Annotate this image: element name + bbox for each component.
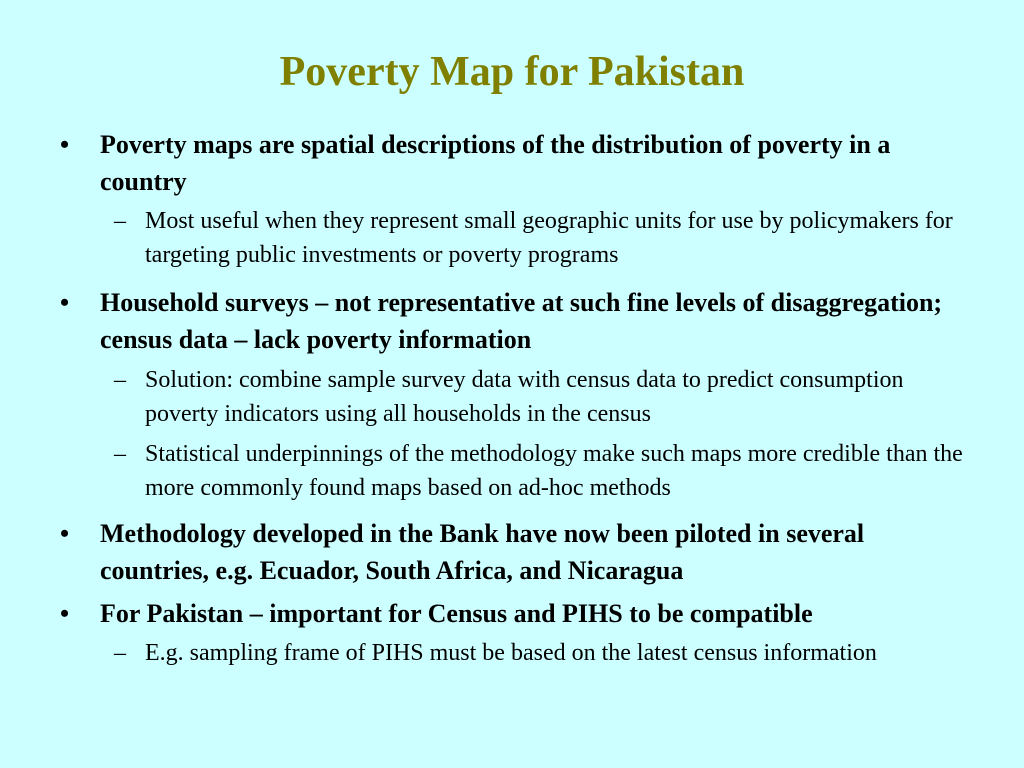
sub-bullet-text: E.g. sampling frame of PIHS must be based on the latest census information [145,640,877,666]
bullet-text: Poverty maps are spatial descriptions of the distribution of poverty in a country [100,130,891,196]
dash-icon: – [114,208,126,234]
bullet-item [58,126,978,200]
bullet-text: For Pakistan – important for Census and PIHS to be compatible [100,599,813,628]
sub-bullet-item [58,204,978,272]
dash-icon: – [114,640,126,666]
sub-bullet-item [58,636,978,670]
bullet-text: Methodology developed in the Bank have now been piloted in several countries, e.g. Ecuador, South Africa, and Nicaragua [100,519,865,585]
sub-bullet-item [58,363,978,431]
bullet-icon: • [60,519,70,548]
bullet-item [58,284,978,358]
sub-bullet-text: Solution: combine sample survey data with census data to predict consumption poverty indicators using all households in the census [145,367,904,427]
sub-bullet-text: Statistical underpinnings of the methodology make such maps more credible than the more commonly found maps based on ad-hoc methods [145,441,963,501]
slide-content [58,126,978,670]
bullet-text: Household surveys – not representative at such fine levels of disaggregation; census data – lack poverty information [100,288,943,354]
slide-title: Poverty Map for Pakistan [279,49,745,95]
bullet-icon: • [60,130,70,159]
bullet-icon: • [60,599,70,628]
sub-bullet-text: Most useful when they represent small geographic units for use by policymakers for targeting public investments or poverty programs [145,208,953,268]
dash-icon: – [114,441,126,467]
bullet-icon: • [60,288,70,317]
sub-bullet-item [58,437,978,505]
dash-icon: – [114,367,126,393]
bullet-item [58,595,978,632]
bullet-item [58,515,978,589]
